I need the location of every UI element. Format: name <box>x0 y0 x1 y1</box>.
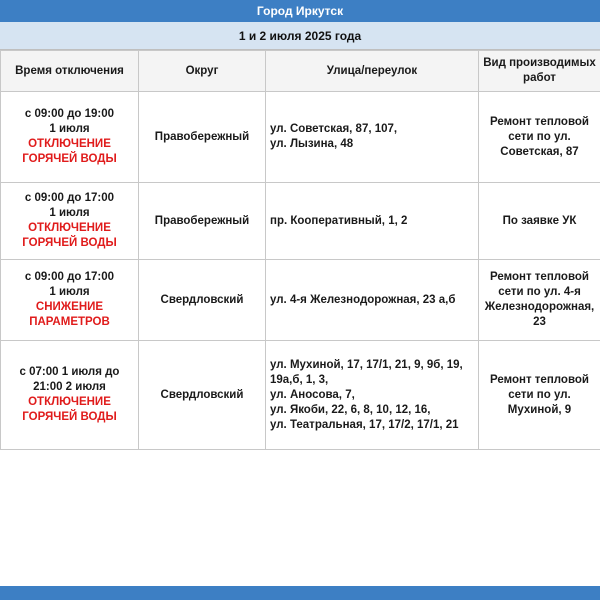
status-label: ОТКЛЮЧЕНИЕ <box>28 396 111 408</box>
street-cell <box>266 260 479 341</box>
time-line: с 09:00 до 17:00 <box>24 271 115 283</box>
time-line: 1 июля <box>49 286 90 298</box>
street-line: ул. Якоби, 22, 6, 8, 10, 12, 16, <box>270 403 431 416</box>
work-cell: По заявке УК <box>479 183 600 260</box>
column-header-district: Округ <box>139 51 266 92</box>
city-title: Город Иркутск <box>0 0 600 22</box>
street-line: 19а,б, 1, 3, <box>270 373 329 386</box>
time-cell <box>1 260 139 341</box>
status-label: ГОРЯЧЕЙ ВОДЫ <box>22 153 117 165</box>
column-header-time: Время отключения <box>1 51 139 92</box>
street-line: ул. Лызина, 48 <box>270 138 354 150</box>
time-line: с 07:00 1 июля до <box>19 366 120 378</box>
date-title: 1 и 2 июля 2025 года <box>0 22 600 50</box>
status-label: ОТКЛЮЧЕНИЕ <box>28 222 111 234</box>
work-cell: Ремонт тепловой сети по ул. 4-я Железнодорожная, 23 <box>479 260 600 341</box>
street-line: ул. Аносова, 7, <box>270 388 355 401</box>
district-cell: Свердловский <box>139 341 266 450</box>
column-header-street: Улица/переулок <box>266 51 479 92</box>
work-cell: Ремонт тепловой сети по ул. Советская, 87 <box>479 92 600 183</box>
street-cell <box>266 183 479 260</box>
table-row <box>1 341 600 450</box>
street-line: ул. 4-я Железнодорожная, 23 а,б <box>270 293 456 306</box>
column-header-work: Вид производимых работ <box>479 51 600 92</box>
street-cell <box>266 341 479 450</box>
status-label: ГОРЯЧЕЙ ВОДЫ <box>22 411 117 423</box>
street-cell <box>266 92 479 183</box>
status-label: ОТКЛЮЧЕНИЕ <box>28 138 111 150</box>
work-cell: Ремонт тепловой сети по ул. Мухиной, 9 <box>479 341 600 450</box>
time-cell <box>1 92 139 183</box>
street-line: пр. Кооперативный, 1, 2 <box>270 214 408 227</box>
district-cell: Правобережный <box>139 92 266 183</box>
time-line: 1 июля <box>49 123 90 135</box>
street-line: ул. Театральная, 17, 17/2, 17/1, 21 <box>270 418 459 431</box>
time-line: 21:00 2 июля <box>33 381 106 393</box>
table-header-row <box>1 51 600 92</box>
street-line: ул. Мухиной, 17, 17/1, 21, 9, 9б, 19, <box>270 358 463 371</box>
table-row <box>1 183 600 260</box>
status-label: ПАРАМЕТРОВ <box>29 316 110 328</box>
time-line: 1 июля <box>49 207 90 219</box>
street-line: ул. Советская, 87, 107, <box>270 123 398 135</box>
district-cell: Свердловский <box>139 260 266 341</box>
table-row <box>1 260 600 341</box>
time-line: с 09:00 до 19:00 <box>24 108 115 120</box>
status-label: ГОРЯЧЕЙ ВОДЫ <box>22 237 117 249</box>
time-cell <box>1 183 139 260</box>
outage-table <box>0 50 600 450</box>
district-cell: Правобережный <box>139 183 266 260</box>
footer-bar <box>0 586 600 600</box>
table-row <box>1 92 600 183</box>
time-cell <box>1 341 139 450</box>
time-line: с 09:00 до 17:00 <box>24 192 115 204</box>
status-label: СНИЖЕНИЕ <box>35 301 104 313</box>
